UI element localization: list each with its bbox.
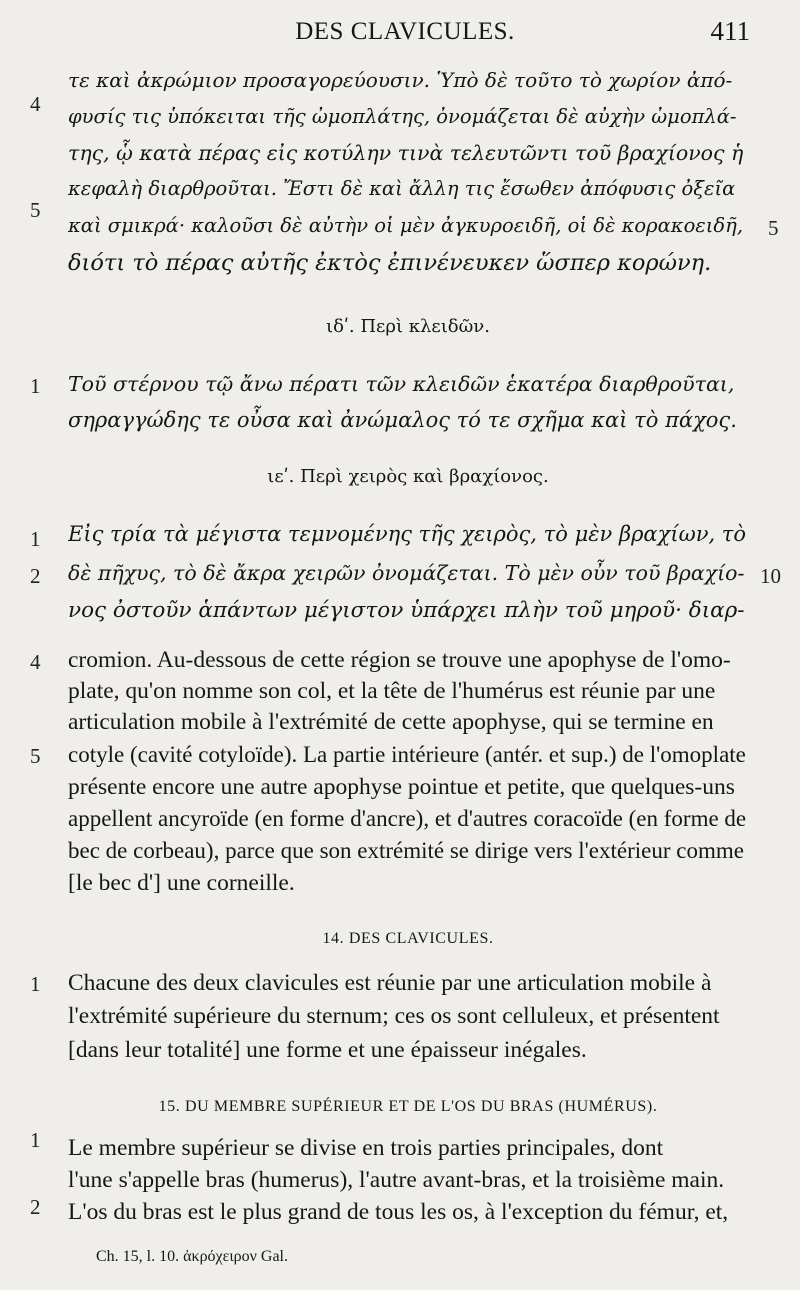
text-line: Εἰς τρία τὰ μέγιστα τεμνομένης τῆς χειρὸς, τὸ μὲν βραχίων, τὸ — [68, 522, 747, 546]
text-line: Τοῦ στέρνου τῷ ἄνω πέρατι τῶν κλειδῶν ἑκατέρα διαρθροῦται, — [68, 372, 735, 396]
margin-line-number: 1 — [30, 374, 41, 398]
margin-line-number: 5 — [30, 198, 41, 222]
margin-line-number: 1 — [30, 972, 41, 996]
text-line: [dans leur totalité] une forme et une épaisseur inégales. — [68, 1037, 587, 1063]
text-line: L'os du bras est le plus grand de tous les os, à l'exception du fémur, et, — [68, 1199, 729, 1225]
margin-line-number: 4 — [30, 92, 41, 116]
running-title: DES CLAVICULES. — [295, 18, 515, 45]
footnote: Ch. 15, l. 10. ἀκρόχειρον Gal. — [96, 1248, 288, 1265]
margin-line-number: 10 — [760, 564, 781, 588]
text-line: κεφαλὴ διαρθροῦται. Ἔστι δὲ καὶ ἄλλη τις ἔσωθεν ἀπόφυσις ὀξεῖα — [68, 177, 736, 200]
margin-line-number: 1 — [30, 1128, 41, 1152]
margin-line-number: 5 — [768, 216, 779, 240]
margin-line-number: 1 — [30, 527, 41, 551]
text-line: [le bec d'] une corneille. — [68, 870, 295, 896]
margin-line-number: 5 — [30, 744, 41, 768]
section-heading-french: 15. DU MEMBRE SUPÉRIEUR ET DE L'OS DU BRAS (HUMÉRUS). — [158, 1098, 658, 1115]
text-line: articulation mobile à l'extrémité de cette apophyse, qui se termine en — [68, 709, 714, 735]
text-line: appellent ancyroïde (en forme d'ancre), et d'autres coracoïde (en forme de — [68, 806, 747, 831]
text-line: διότι τὸ πέρας αὐτῆς ἐκτὸς ἐπινένευκεν ὥσπερ κορώνη. — [68, 250, 712, 276]
text-line: Chacune des deux clavicules est réunie par une articulation mobile à — [68, 970, 712, 996]
margin-line-number: 4 — [30, 650, 41, 674]
text-line: Le membre supérieur se divise en trois parties principales, dont — [68, 1135, 664, 1161]
text-line: cromion. Au-dessous de cette région se trouve une apophyse de l'omo- — [68, 647, 731, 673]
text-line: νος ὀστοῦν ἁπάντων μέγιστον ὑπάρχει πλὴν τοῦ μηροῦ· διαρ- — [68, 598, 745, 623]
text-line: της, ᾧ κατὰ πέρας εἰς κοτύλην τινὰ τελευτῶντι τοῦ βραχίονος ἡ — [68, 141, 744, 165]
margin-line-number: 2 — [30, 564, 41, 588]
text-line: l'une s'appelle bras (humerus), l'autre avant-bras, et la troisième main. — [68, 1167, 725, 1193]
text-line: plate, qu'on nomme son col, et la tête de l'humérus est réunie par une — [68, 678, 716, 704]
text-line: présente encore une autre apophyse pointue et petite, que quelques-uns — [68, 774, 735, 800]
page-header — [60, 14, 750, 54]
text-line: bec de corbeau), parce que son extrémité se dirige vers l'extérieur comme — [68, 838, 744, 863]
text-line: σηραγγώδης τε οὖσα καὶ ἀνώμαλος τό τε σχῆμα καὶ τὸ πάχος. — [68, 408, 737, 432]
text-line: τε καὶ ἀκρώμιον προσαγορεύουσιν. Ὑπὸ δὲ τοῦτο τὸ χωρίον ἀπό- — [68, 68, 733, 92]
section-heading-greek: ιδʹ. Περὶ κλειδῶν. — [326, 316, 490, 337]
page-number: 411 — [710, 16, 750, 46]
text-line: cotyle (cavité cotyloïde). La partie intérieure (antér. et sup.) de l'omoplate — [68, 742, 746, 767]
text-line: δὲ πῆχυς, τὸ δὲ ἄκρα χειρῶν ὀνομάζεται. Τὸ μὲν οὖν τοῦ βραχίο- — [68, 561, 745, 585]
text-line: καὶ σμικρά· καλοῦσι δὲ αὐτὴν οἱ μὲν ἀγκυροειδῆ, οἱ δὲ κορακοειδῆ, — [68, 214, 744, 237]
text-line: φυσίς τις ὑπόκειται τῆς ὠμοπλάτης, ὀνομάζεται δὲ αὐχὴν ὠμοπλά- — [68, 105, 737, 128]
section-heading-french: 14. DES CLAVICULES. — [322, 930, 494, 947]
margin-line-number: 2 — [30, 1195, 41, 1219]
section-heading-greek: ιεʹ. Περὶ χειρὸς καὶ βραχίονος. — [267, 466, 549, 487]
text-line: l'extrémité supérieure du sternum; ces os sont celluleux, et présentent — [68, 1003, 720, 1029]
